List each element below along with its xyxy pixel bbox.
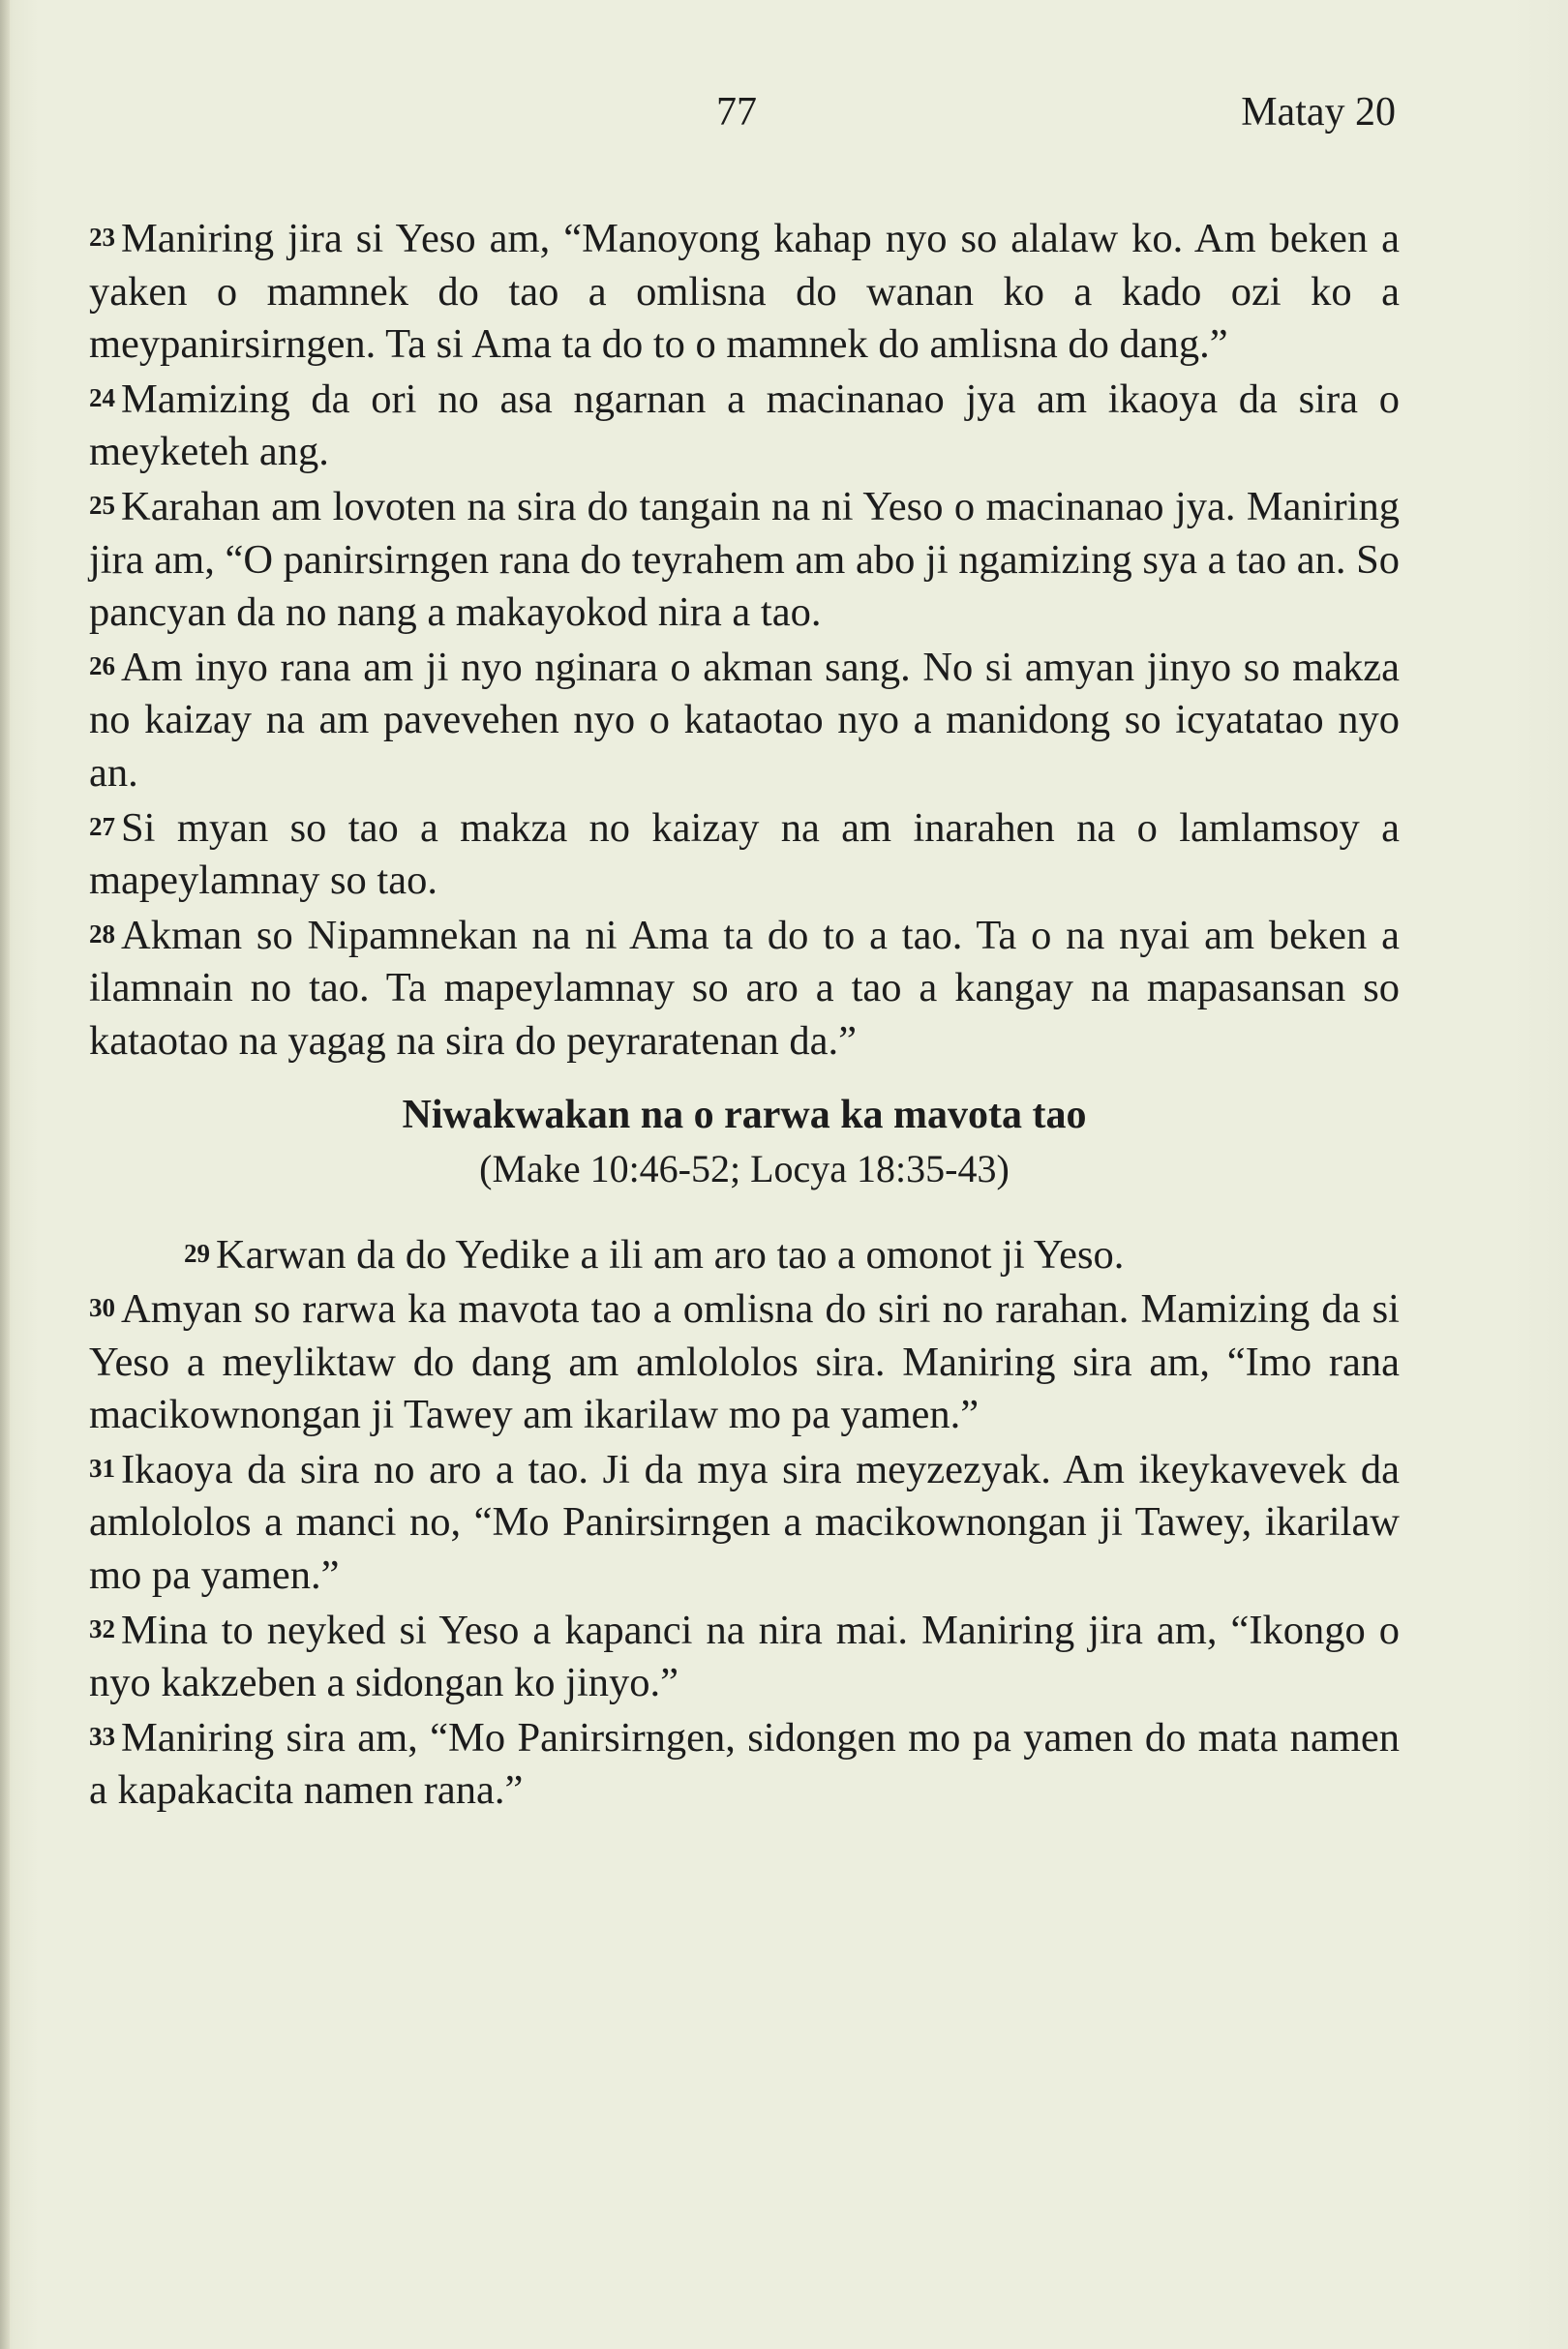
verse bbox=[89, 211, 1400, 372]
verse-number: 33 bbox=[89, 1721, 115, 1751]
verse-number: 31 bbox=[89, 1453, 115, 1483]
verse-text: Karwan da do Yedike a ili am aro tao a omonot ji Yeso. bbox=[216, 1231, 1125, 1278]
verse bbox=[89, 479, 1400, 640]
verse-text: Akman so Nipamnekan na ni Ama ta do to a tao. Ta o na nyai am beken a ilamnain no tao. Ta mapeylamnay so aro a tao a kangay na mapasansan so kataotao na yagag na sira do peyraratenan da.” bbox=[89, 912, 1400, 1064]
page-header bbox=[0, 89, 1568, 147]
verse-text: Maniring sira am, “Mo Panirsirngen, sidongen mo pa yamen do mata namen a kapakacita namen rana.” bbox=[89, 1714, 1400, 1814]
verse-text: Karahan am lovoten na sira do tangain na ni Yeso o macinanao jya. Maniring jira am, “O panirsirngen rana do teyrahem am abo ji ngamizing sya a tao an. So pancyan da no nang a makayokod nira a tao. bbox=[89, 483, 1400, 636]
verse-number: 29 bbox=[184, 1238, 210, 1268]
verse bbox=[89, 800, 1400, 908]
verse-number: 27 bbox=[89, 811, 115, 841]
section-reference: (Make 10:46-52; Locya 18:35-43) bbox=[479, 1146, 1010, 1190]
verse-number: 30 bbox=[89, 1293, 115, 1323]
verse-number: 25 bbox=[89, 490, 115, 520]
verse-number: 28 bbox=[89, 919, 115, 949]
verse-text: Si myan so tao a makza no kaizay na am inarahen na o lamlamsoy a mapeylamnay so tao. bbox=[89, 804, 1400, 904]
verse-text: Mina to neyked si Yeso a kapanci na nira mai. Maniring jira am, “Ikongo o nyo kakzeben a sidongan ko jinyo.” bbox=[89, 1607, 1400, 1706]
page-number: 77 bbox=[716, 90, 757, 135]
running-head: Matay 20 bbox=[1241, 90, 1396, 135]
verse bbox=[89, 1603, 1400, 1710]
verse bbox=[89, 1710, 1400, 1818]
verse-number: 24 bbox=[89, 382, 115, 412]
verse-text: Maniring jira si Yeso am, “Manoyong kahap nyo so alalaw ko. Am beken a yaken o mamnek do tao a omlisna do wanan ko a kado ozi ko a meypanirsirngen. Ta si Ama ta do to o mamnek do amlisna do dang.” bbox=[89, 216, 1400, 368]
section-title: Niwakwakan na o rarwa ka mavota tao bbox=[402, 1092, 1087, 1137]
scripture-text bbox=[89, 211, 1400, 1818]
verse-text: Amyan so rarwa ka mavota tao a omlisna do siri no rarahan. Mamizing da si Yeso a meyliktaw do dang am amlololos sira. Maniring sira am, “Imo rana macikownongan ji Tawey am ikarilaw mo pa yamen.” bbox=[89, 1286, 1400, 1438]
section-heading bbox=[89, 1088, 1400, 1196]
verse-number: 26 bbox=[89, 650, 115, 680]
verse-text: Am inyo rana am ji nyo nginara o akman sang. No si amyan jinyo so makza no kaizay na am pavevehen nyo o kataotao nyo a manidong so icyatatao nyo an. bbox=[89, 644, 1400, 796]
verse-number: 32 bbox=[89, 1613, 115, 1643]
verse bbox=[89, 372, 1400, 479]
verse bbox=[89, 908, 1400, 1069]
verse bbox=[89, 640, 1400, 800]
book-spine-edge bbox=[0, 0, 10, 2349]
verse bbox=[89, 1442, 1400, 1603]
verse-text: Mamizing da ori no asa ngarnan a macinanao jya am ikaoya da sira o meyketeh ang. bbox=[89, 376, 1400, 475]
verse-text: Ikaoya da sira no aro a tao. Ji da mya sira meyzezyak. Am ikeykavevek da amlololos a manci no, “Mo Panirsirngen a macikownongan ji Tawey, ikarilaw mo pa yamen.” bbox=[89, 1446, 1400, 1599]
verse-number: 23 bbox=[89, 223, 115, 252]
verse bbox=[89, 1281, 1400, 1442]
verse bbox=[89, 1227, 1400, 1282]
